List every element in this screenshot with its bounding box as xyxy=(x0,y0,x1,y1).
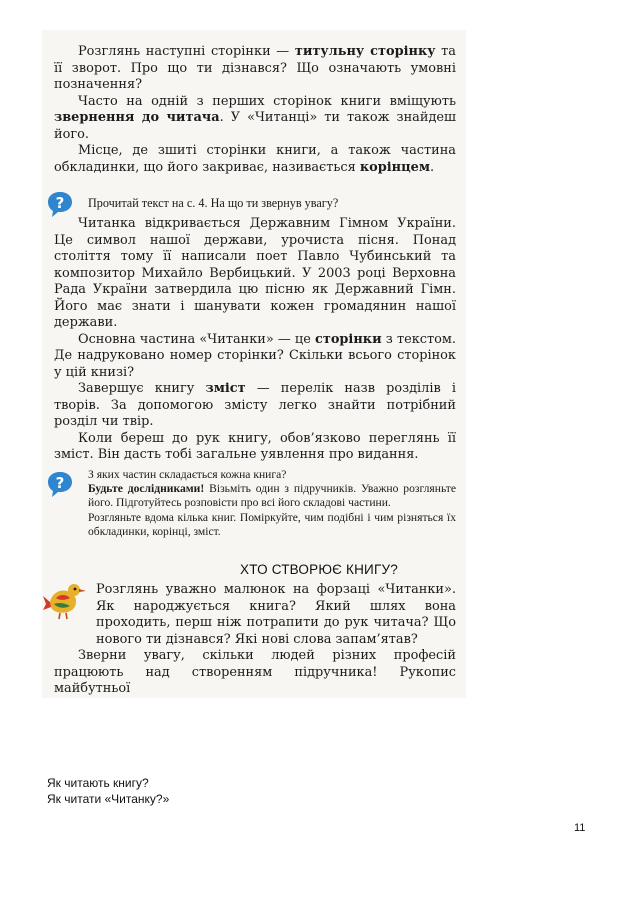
svg-text:?: ? xyxy=(55,194,65,212)
section-heading: ХТО СТВОРЮЄ КНИГУ? xyxy=(240,562,398,577)
paragraph-endpaper: Розглянь уважно малюнок на форзаці «Читанки». Як народжується книга? Який шлях вона проходить, перш ніж потрапити до рук читача? Що нового ти дізнався? Які нові слова запам’ятав? xyxy=(96,582,456,647)
paragraph-overview: Коли береш до рук книгу, обов’язково переглянь її зміст. Він дасть тобі загальне уявлення про видання. xyxy=(54,430,456,462)
paragraph-address-reader: Часто на одній з перших сторінок книги вміщують звернення до читача. У «Читанці» ти також знайдеш його. xyxy=(54,93,456,142)
page-number: 11 xyxy=(574,822,586,834)
footer-line-2: Як читати «Читанку?» xyxy=(47,792,170,806)
svg-text:?: ? xyxy=(55,474,65,492)
anthem-block xyxy=(54,216,456,464)
footer-line-1: Як читають книгу? xyxy=(47,776,149,790)
book-creation-block xyxy=(54,582,456,698)
question-icon xyxy=(46,470,74,498)
paragraph-pages: Основна частина «Читанки» — це сторінки з текстом. Де надруковано номер сторінки? Скільки всього сторінок у цій книзі? xyxy=(54,331,456,380)
intro-block xyxy=(54,44,456,176)
paragraph-professions: Зверни увагу, скільки людей різних професій працюють над створенням підручника! Рукопис майбутньої xyxy=(54,648,456,696)
research-task-block xyxy=(88,468,456,539)
question-book-parts: З яких частин складається кожна книга? xyxy=(88,468,287,481)
paragraph-anthem: Читанка відкривається Державним Гімном України. Це символ нашої держави, урочиста пісня. Понад століття тому її написали поет Павло Чубинський та композитор Михайло Вербицький. У 2003 році Верховна Рада України затвердила цю пісню як Державний Гімн. Його має знати і шанувати кожен громадянин нашої держави. xyxy=(54,216,456,330)
paragraph-spine: Місце, де зшиті сторінки книги, а також частина обкладинки, що його закриває, називається корінцем. xyxy=(54,143,456,175)
paragraph-title-page: Розглянь наступні сторінки — титульну сторінку та її зворот. Про що ти дізнався? Що означають умовні позначення? xyxy=(54,44,456,92)
paragraph-contents: Завершує книгу зміст — перелік назв розділів і творів. За допомогою змісту легко знайти потрібний розділ чи твір. xyxy=(54,381,456,429)
question-read-text: Прочитай текст на с. 4. На що ти звернув увагу? xyxy=(88,196,339,210)
task-compare-books: Розгляньте вдома кілька книг. Поміркуйте, чим подібні і чим різняться їх обкладинки, корінці, зміст. xyxy=(88,510,456,538)
question-icon xyxy=(46,190,74,218)
task-explore-textbook: Будьте дослідниками! Візьміть один з підручників. Уважно розгляньте його. Підготуйтесь розповісти про всі його складові частини. xyxy=(88,482,456,510)
